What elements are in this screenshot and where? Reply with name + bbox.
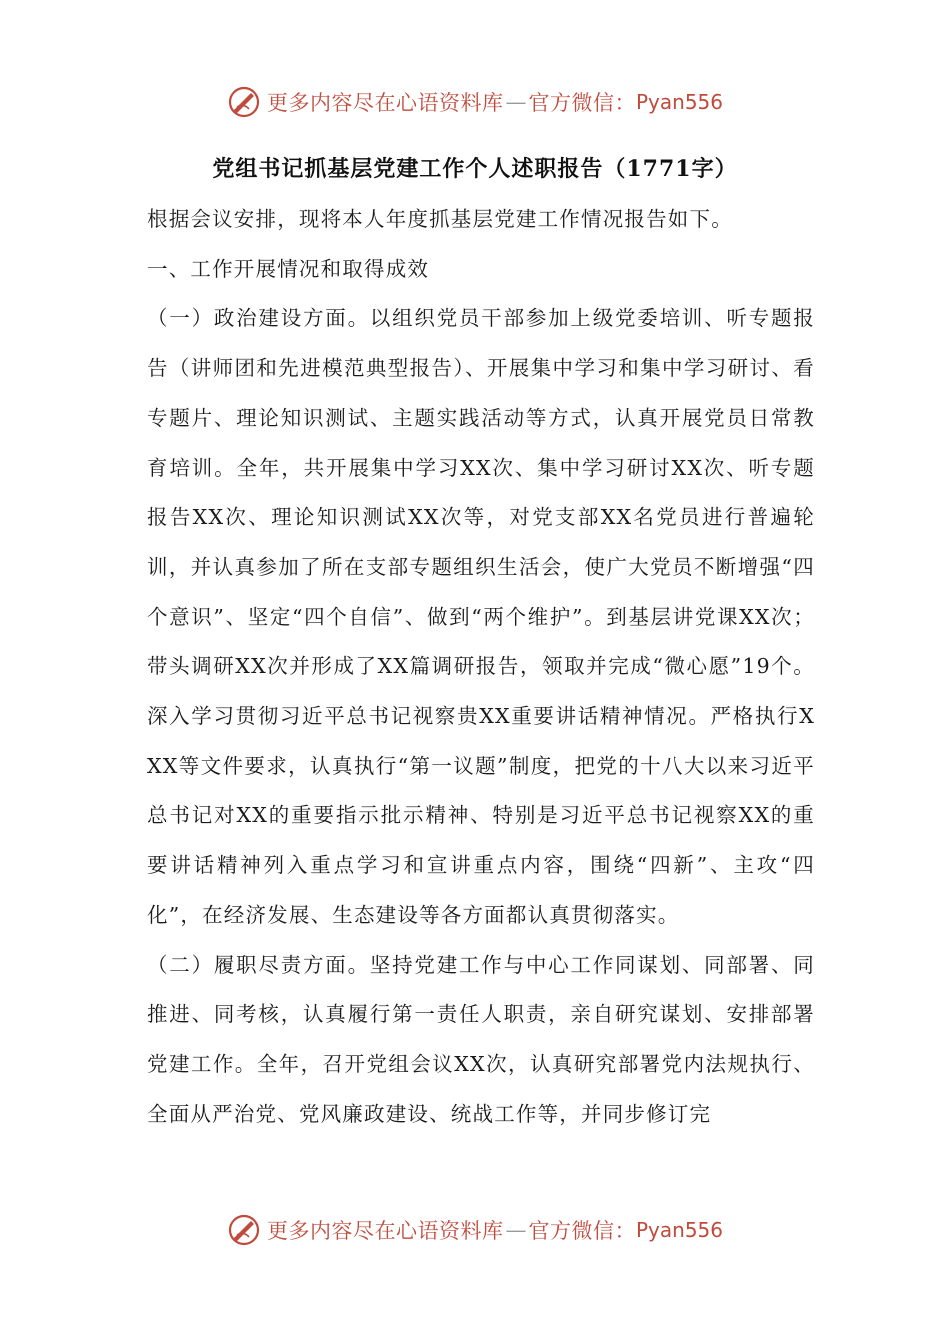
pen-circle-logo-icon [227, 85, 261, 119]
watermark-separator: — [505, 1218, 527, 1242]
section-heading: 一、工作开展情况和取得成效 [147, 256, 430, 281]
paragraph-duties: （二）履职尽责方面。坚持党建工作与中心工作同谋划、同部署、同推进、同考核，认真履行第一责任人职责，亲自研究谋划、安排部署党建工作。全年，召开党组会议XX次，认真研究部署党内法规执行、全面从严治党、党风廉政建设、统战工作等，并同步修订完 [147, 952, 815, 1126]
watermark-header [0, 82, 950, 122]
document-body [147, 195, 815, 1139]
watermark-text: 更多内容尽在心语资料库 [266, 1219, 504, 1243]
watermark-text: 更多内容尽在心语资料库 [266, 91, 504, 115]
watermark-official: 官方微信： [528, 91, 636, 115]
watermark-handle: Pyan556 [635, 90, 723, 114]
paragraph-intro: 根据会议安排，现将本人年度抓基层党建工作情况报告如下。 [147, 207, 733, 231]
pen-circle-logo-icon [227, 1213, 261, 1247]
paragraph-political: （一）政治建设方面。以组织党员干部参加上级党委培训、听专题报告（讲师团和先进模范典型报告）、开展集中学习和集中学习研讨、看专题片、理论知识测试、主题实践活动等方式，认真开展党员日常教育培训。全年，共开展集中学习XX次、集中学习研讨XX次、听专题报告XX次、理论知识测试XX次等，对党支部XX名党员进行普遍轮训，并认真参加了所在支部专题组织生活会，使广大党员不断增强“四个意识”、坚定“四个自信”、做到“两个维护”。到基层讲党课XX次；带头调研XX次并形成了XX篇调研报告，领取并完成“微心愿”19个。深入学习贯彻习近平总书记视察贵XX重要讲话精神情况。严格执行XXX等文件要求，认真执行“第一议题”制度，把党的十八大以来习近平总书记对XX的重要指示批示精神、特别是习近平总书记视察XX的重要讲话精神列入重点学习和宣讲重点内容，围绕“四新”、主攻“四化”，在经济发展、生态建设等各方面都认真贯彻落实。 [147, 306, 815, 927]
watermark-separator: — [505, 90, 527, 114]
watermark-footer [0, 1210, 950, 1250]
watermark-official: 官方微信： [528, 1219, 636, 1243]
document-title: 党组书记抓基层党建工作个人述职报告（1771字） [212, 156, 738, 182]
watermark-handle: Pyan556 [635, 1218, 723, 1242]
